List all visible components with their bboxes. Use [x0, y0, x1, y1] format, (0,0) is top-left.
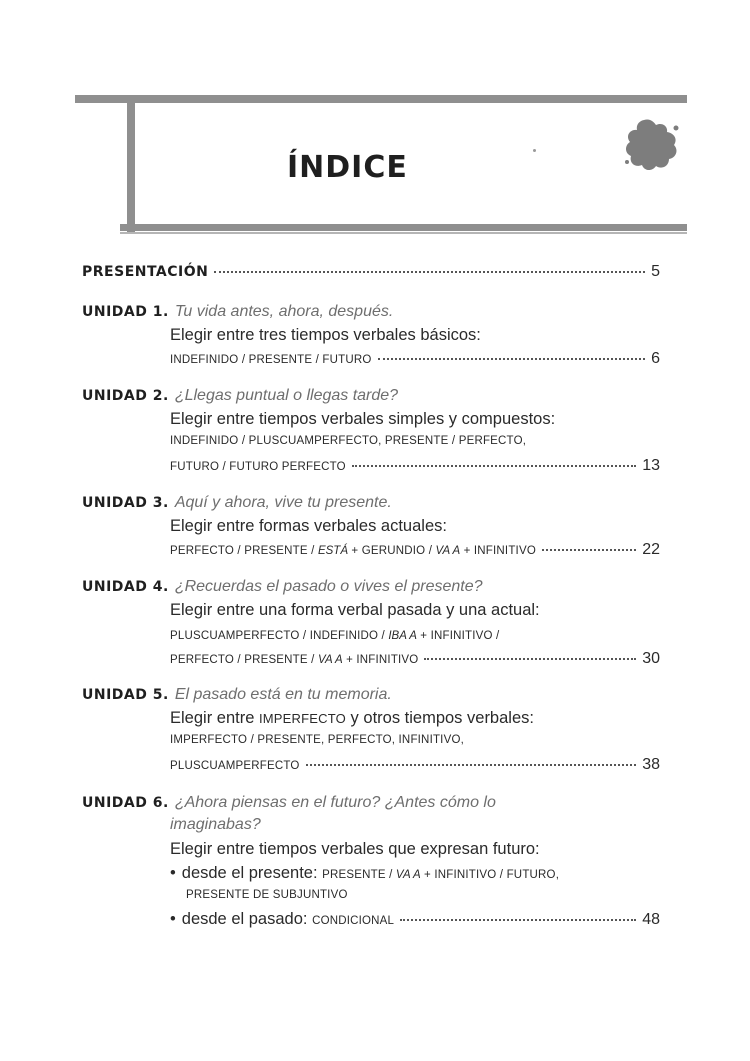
dot-leader: [214, 271, 645, 273]
unit-description: Elegir entre formas verbales actuales:: [170, 517, 447, 535]
unit-6-heading-cont: [170, 816, 261, 834]
page-number: 22: [642, 541, 660, 558]
dot-leader: [542, 549, 636, 551]
unit-1-main: [170, 326, 481, 345]
unit-title-cont: imaginabas?: [170, 816, 261, 833]
unit-2-sub-1: [170, 435, 526, 447]
dot-leader: [400, 919, 636, 921]
unit-2-sub-2: [170, 457, 660, 475]
unit-label: UNIDAD 2.: [82, 388, 169, 404]
unit-6-main: [170, 840, 540, 859]
page-number: 38: [642, 756, 660, 773]
unit-5-sub-1: [170, 734, 464, 746]
unit-title: ¿Recuerdas el pasado o vives el presente?: [174, 578, 483, 595]
unit-subdetail: PERFECTO / PRESENTE / ESTÁ + GERUNDIO / VA A + INFINITIVO: [170, 545, 536, 557]
unit-subdetail: INDEFINIDO / PRESENTE / FUTURO: [170, 354, 372, 366]
unit-subdetail: FUTURO / FUTURO PERFECTO: [170, 461, 346, 473]
unit-1-sub: [170, 350, 660, 368]
unit-5-sub-2: [170, 756, 660, 774]
unit-3-heading: [82, 494, 392, 512]
unit-title: El pasado está en tu memoria.: [174, 686, 392, 703]
unit-subdetail: PLUSCUAMPERFECTO / INDEFINIDO / IBA A + INFINITIVO /: [170, 630, 500, 642]
unit-label: UNIDAD 5.: [82, 687, 169, 703]
unit-description: Elegir entre tiempos verbales simples y compuestos:: [170, 410, 556, 428]
page-number: 6: [651, 350, 660, 367]
header-top-rule: [75, 95, 687, 103]
bullet-icon: •: [170, 910, 176, 928]
unit-6-heading: [82, 794, 496, 812]
header-bottom-rule: [120, 224, 687, 231]
unit-label: UNIDAD 6.: [82, 795, 169, 811]
header-bottom-rule-thin: [120, 232, 687, 234]
page-number: 13: [642, 457, 660, 474]
dot-leader: [424, 658, 636, 660]
unit-label: UNIDAD 1.: [82, 304, 169, 320]
bullet-icon: •: [170, 864, 176, 882]
splat-icon: [622, 116, 680, 174]
bullet-text-cont: PRESENTE DE SUBJUNTIVO: [186, 889, 348, 901]
unit-title: Aquí y ahora, vive tu presente.: [174, 494, 392, 511]
unit-6-bullet-1: [170, 864, 559, 883]
unit-4-sub-2: [170, 650, 660, 668]
unit-6-bullet-1-cont: [186, 889, 348, 901]
page-number: 30: [642, 650, 660, 667]
decorative-dot: [533, 149, 536, 152]
unit-title: ¿Llegas puntual o llegas tarde?: [174, 387, 399, 404]
dot-leader: [352, 465, 636, 467]
dot-leader: [306, 764, 637, 766]
unit-title: ¿Ahora piensas en el futuro? ¿Antes cómo lo: [174, 794, 496, 811]
unit-3-main: [170, 517, 447, 536]
unit-title: Tu vida antes, ahora, después.: [174, 303, 394, 320]
unit-4-heading: [82, 578, 483, 596]
unit-description: Elegir entre tiempos verbales que expresan futuro:: [170, 840, 540, 858]
unit-5-heading: [82, 686, 392, 704]
bullet-text: desde el presente: PRESENTE / VA A + INFINITIVO / FUTURO,: [181, 864, 560, 882]
presentacion-label: PRESENTACIÓN: [82, 264, 209, 280]
unit-label: UNIDAD 3.: [82, 495, 169, 511]
bullet-text: desde el pasado: CONDICIONAL: [181, 910, 395, 928]
page-number: 48: [642, 911, 660, 928]
unit-4-sub-1: [170, 626, 499, 644]
toc-entry-presentacion: [82, 263, 660, 281]
unit-3-sub: [170, 541, 660, 559]
unit-subdetail: INDEFINIDO / PLUSCUAMPERFECTO, PRESENTE / PERFECTO,: [170, 435, 527, 447]
unit-label: UNIDAD 4.: [82, 579, 169, 595]
unit-subdetail: PLUSCUAMPERFECTO: [170, 760, 300, 772]
unit-subdetail: PERFECTO / PRESENTE / VA A + INFINITIVO: [170, 654, 419, 666]
unit-description: Elegir entre IMPERFECTO y otros tiempos verbales:: [170, 709, 534, 727]
unit-1-heading: [82, 303, 393, 321]
unit-2-main: [170, 410, 555, 429]
page-title: ÍNDICE: [287, 150, 408, 185]
unit-subdetail: IMPERFECTO / PRESENTE, PERFECTO, INFINITIVO,: [170, 734, 464, 746]
unit-4-main: [170, 601, 540, 620]
unit-description: Elegir entre tres tiempos verbales básicos:: [170, 326, 481, 344]
dot-leader: [378, 358, 646, 360]
unit-2-heading: [82, 387, 398, 405]
unit-description: Elegir entre una forma verbal pasada y una actual:: [170, 601, 540, 619]
page-number: 5: [651, 263, 660, 280]
unit-6-bullet-2: [170, 910, 660, 929]
unit-5-main: [170, 709, 534, 728]
header-left-rule: [127, 95, 135, 233]
